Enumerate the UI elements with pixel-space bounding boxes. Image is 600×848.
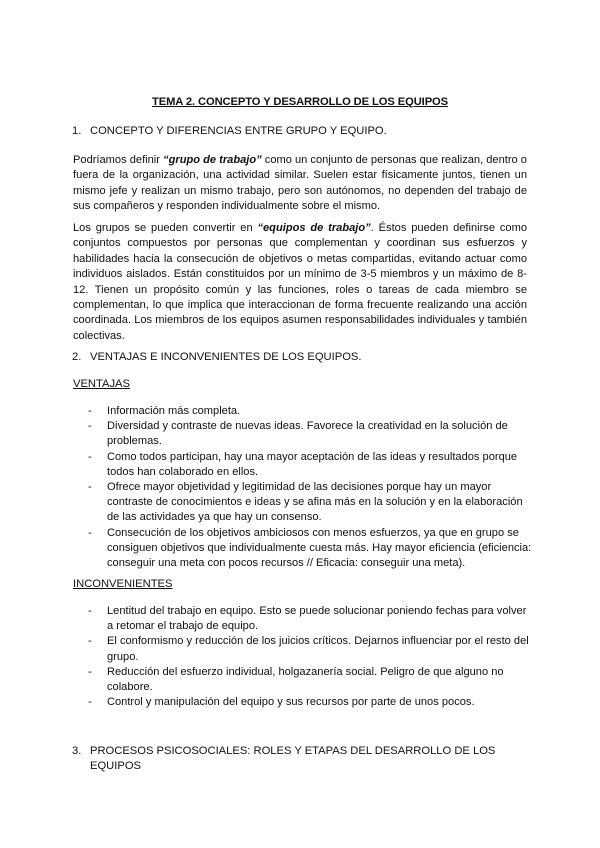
p1-text-after: como un conjunto de personas que realizan, dentro o fuera de la organización, una actividad similar. Suelen estar físicamente juntos, tienen un mismo jefe y realizan un mismo trabajo, pero son autónomos, no dependen del trabajo de sus compañeros y responden individualmente sobre el mismo. (73, 154, 527, 213)
section2-heading-text: VENTAJAS E INCONVENIENTES DE LOS EQUIPOS. (90, 351, 362, 363)
section1-heading (72, 124, 532, 139)
list-item: - Consecución de los objetivos ambiciosos con menos esfuerzos, ya que en grupo se consiguen objetivos que individualmente cuesta más. Hay mayor eficiencia (eficiencia: conseguir una meta con pocos recursos // Eficacia: conseguir una meta). (88, 526, 534, 572)
list-item: - Lentitud del trabajo en equipo. Esto se puede solucionar poniendo fechas para volver a retomar el trabajo de equipo. (88, 604, 534, 634)
list-item: - Ofrece mayor objetividad y legitimidad de las decisiones porque hay un mayor contraste de conocimientos e ideas y se afina más en la solución y en la elaboración de las actividades ya que hay un consenso. (88, 480, 534, 526)
term-grupo-de-trabajo: “grupo de trabajo” (163, 154, 262, 166)
list-item: - Reducción del esfuerzo individual, holgazanería social. Peligro de que alguno no colabore. (88, 665, 534, 695)
ventajas-label: VENTAJAS (73, 378, 130, 390)
p2-text-after: . Éstos pueden definirse como conjuntos compuestos por personas que complementan y coordinan sus esfuerzos y habilidades hacia la consecución de objetivos o metas compartidas, evitando actuar como individuos aislados. Están constituidos por un mínimo de 3-5 miembros y un máximo de 8-12. Tienen un propósito común y las funciones, roles o tareas de cada miembro se complementan, lo que implica que interaccionan de forma frecuente realizando una acción coordinada. Los miembros de los equipos asumen responsabilidades individuales y también colectivas. (73, 222, 527, 342)
section1-heading-text: CONCEPTO Y DIFERENCIAS ENTRE GRUPO Y EQUIPO. (90, 125, 387, 137)
section2-number: 2. (72, 351, 82, 363)
section3-number: 3. (72, 745, 82, 757)
list-item: - Diversidad y contraste de nuevas ideas. Favorece la creatividad en la solución de problemas. (88, 419, 534, 449)
paragraph-equipos-de-trabajo (73, 221, 527, 344)
section3-heading (72, 744, 512, 774)
term-equipos-de-trabajo: “equipos de trabajo” (257, 222, 371, 234)
section3-heading-layout (72, 744, 512, 774)
list-item: - Como todos participan, hay una mayor aceptación de las ideas y resultados porque todos han colaborado en ellos. (88, 450, 534, 480)
list-item: - El conformismo y reducción de los juicios críticos. Dejarnos influenciar por el resto del grupo. (88, 634, 534, 664)
paragraph-grupo-de-trabajo (73, 153, 527, 215)
section2-heading (72, 350, 532, 365)
section1-number: 1. (72, 125, 82, 137)
document-title: TEMA 2. CONCEPTO Y DESARROLLO DE LOS EQUIPOS (151, 96, 449, 108)
list-item: - Control y manipulación del equipo y sus recursos por parte de unos pocos. (88, 695, 534, 710)
inconvenientes-list (88, 604, 534, 710)
inconvenientes-label: INCONVENIENTES (73, 578, 173, 590)
ventajas-list (88, 404, 534, 571)
p1-text-before: Podríamos definir (73, 154, 164, 166)
section3-heading-text: PROCESOS PSICOSOCIALES: ROLES Y ETAPAS DEL DESARROLLO DE LOS EQUIPOS (90, 745, 496, 772)
list-item: - Información más completa. (88, 404, 534, 419)
p2-text-before: Los grupos se pueden convertir en (73, 222, 258, 234)
